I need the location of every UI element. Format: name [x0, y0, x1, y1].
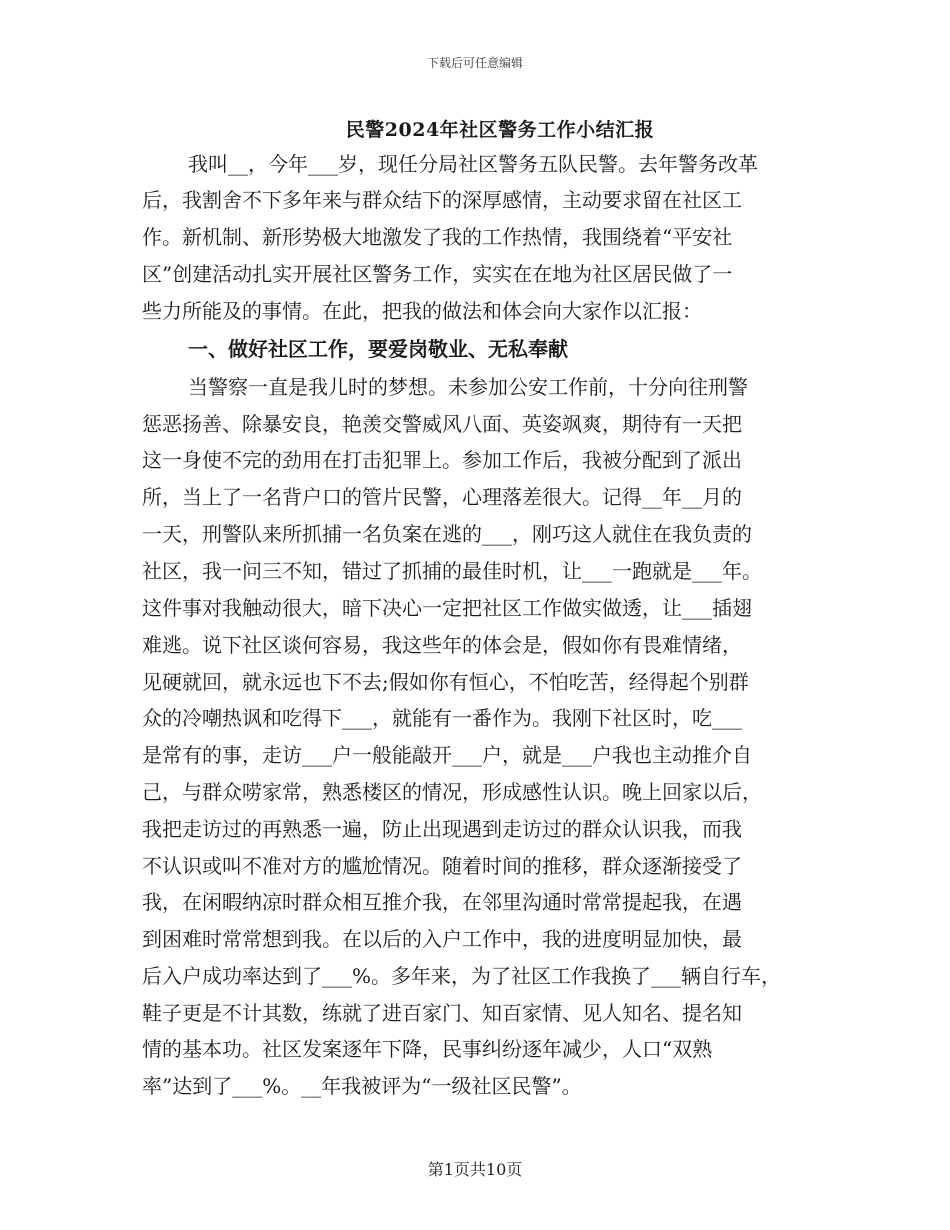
body-line: 到困难时常常想到我。在以后的入户工作中，我的进度明显加快，最 — [142, 927, 742, 951]
intro-line: 区”创建活动扎实开展社区警务工作，实实在在地为社区居民做了一 — [142, 262, 733, 286]
page-footer: 第1页共10页 — [427, 1160, 523, 1179]
body-line: 惩恶扬善、除暴安良，艳羡交警威风八面、英姿飒爽，期待有一天把 — [142, 412, 742, 436]
section-heading: 一、做好社区工作，要爱岗敬业、无私奉献 — [188, 337, 568, 361]
intro-line: 些力所能及的事情。在此，把我的做法和体会向大家作以汇报： — [142, 299, 702, 323]
body-line: 社区，我一问三不知，错过了抓捕的最佳时机，让___一跑就是___年。 — [142, 559, 762, 583]
intro-line: 作。新机制、新形势极大地激发了我的工作热情，我围绕着“平安社 — [142, 225, 733, 249]
body-line: 一天，刑警队来所抓捕一名负案在逃的___，刚巧这人就住在我负责的 — [142, 522, 752, 546]
body-line: 这件事对我触动很大，暗下决心一定把社区工作做实做透，让___插翅 — [142, 596, 752, 620]
body-line: 率”达到了___%。__年我被评为“一级社区民警”。 — [142, 1074, 582, 1098]
body-line: 这一身使不完的劲用在打击犯罪上。参加工作后，我被分配到了派出 — [142, 448, 742, 472]
body-line: 不认识或叫不准对方的尴尬情况。随着时间的推移，群众逐渐接受了 — [142, 854, 742, 878]
body-line: 难逃。说下社区谈何容易，我这些年的体会是，假如你有畏难情绪， — [142, 633, 742, 657]
intro-line: 后，我割舍不下多年来与群众结下的深厚感情，主动要求留在社区工 — [142, 188, 742, 212]
intro-line: 我叫__，今年___岁，现任分局社区警务五队民警。去年警务改革 — [188, 152, 758, 176]
body-line: 众的冷嘲热讽和吃得下___，就能有一番作为。我刚下社区时，吃___ — [142, 706, 742, 730]
body-line: 后入户成功率达到了___%。多年来，为了社区工作我换了___辆自行车， — [142, 964, 782, 988]
body-line: 当警察一直是我儿时的梦想。未参加公安工作前，十分向往刑警 — [188, 375, 748, 399]
body-line: 所，当上了一名背户口的管片民警，心理落差很大。记得__年__月的 — [142, 485, 742, 509]
body-line: 己，与群众唠家常，熟悉楼区的情况，形成感性认识。晚上回家以后， — [142, 780, 762, 804]
body-line: 鞋子更是不计其数，练就了进百家门、知百家情、见人知名、提名知 — [142, 1001, 742, 1025]
body-line: 我把走访过的再熟悉一遍，防止出现遇到走访过的群众认识我，而我 — [142, 817, 742, 841]
body-line: 情的基本功。社区发案逐年下降，民事纠纷逐年减少，人口“双熟 — [142, 1037, 713, 1061]
body-line: 见硬就回，就永远也下不去;假如你有恒心，不怕吃苦，经得起个别群 — [142, 670, 749, 694]
body-line: 我，在闲暇纳凉时群众相互推介我，在邻里沟通时常常提起我，在遇 — [142, 890, 742, 914]
header-note: 下载后可任意编辑 — [426, 56, 523, 70]
document-title: 民警2024年社区警务工作小结汇报 — [345, 119, 655, 141]
body-line: 是常有的事，走访___户一般能敲开___户，就是___户我也主动推介自 — [142, 743, 752, 767]
